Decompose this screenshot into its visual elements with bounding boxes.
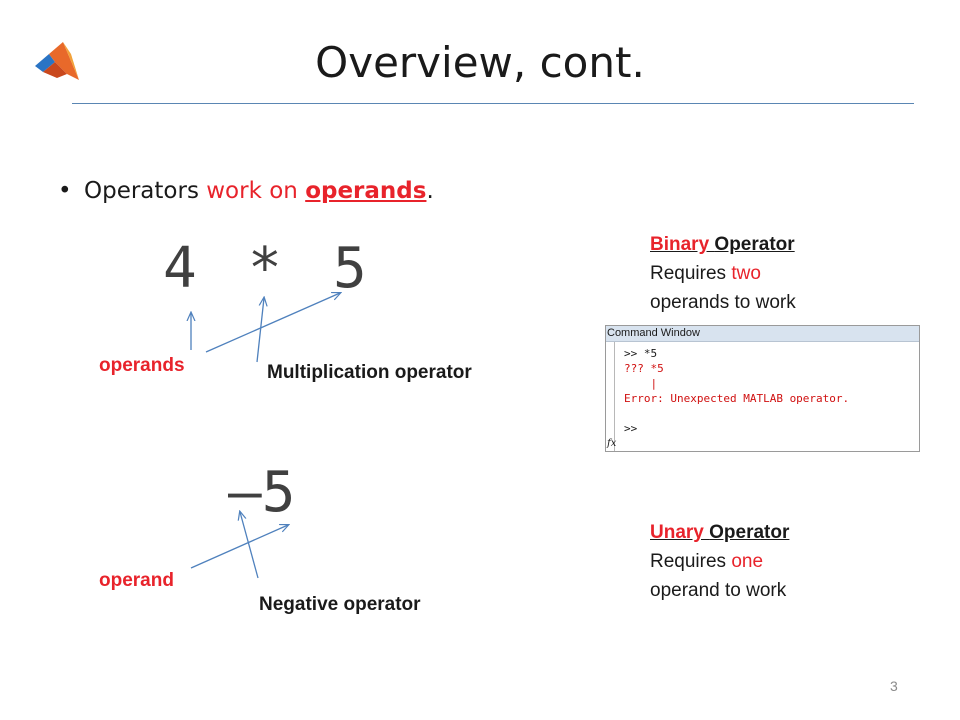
unary-line2-red: one bbox=[731, 551, 764, 572]
bullet-dot: • bbox=[58, 178, 72, 204]
cw-caret-line: | bbox=[624, 377, 658, 390]
unary-heading bbox=[650, 518, 789, 547]
binary-right-operand: 5 bbox=[333, 236, 367, 301]
bullet-suffix: . bbox=[426, 178, 434, 204]
command-window-output bbox=[624, 346, 849, 436]
binary-line2-text: Requires bbox=[650, 263, 732, 284]
bullet-prefix: Operators bbox=[84, 178, 207, 204]
binary-left-operand: 4 bbox=[163, 236, 197, 301]
operands-label: operands bbox=[99, 355, 185, 376]
arrow-to-unary-operand bbox=[191, 525, 288, 568]
fx-icon[interactable]: fx bbox=[607, 438, 617, 449]
bullet-emphasis: operands bbox=[305, 178, 427, 204]
command-window-gutter bbox=[606, 342, 615, 451]
multiplication-operator-label: Multiplication operator bbox=[267, 362, 472, 383]
binary-line2-red: two bbox=[731, 263, 761, 284]
unary-line2-text: Requires bbox=[650, 551, 732, 572]
unary-line3: operand to work bbox=[650, 580, 787, 601]
arrow-to-right-operand bbox=[206, 293, 340, 352]
binary-line2 bbox=[650, 259, 796, 288]
operand-label: operand bbox=[99, 570, 174, 591]
command-window-title: Command Window bbox=[606, 326, 919, 342]
arrow-to-multiply-operator bbox=[257, 298, 264, 362]
negative-operator-label: Negative operator bbox=[259, 594, 421, 615]
slide-title: Overview, cont. bbox=[315, 38, 645, 87]
unary-heading-red: Unary bbox=[650, 522, 710, 543]
cw-prompt[interactable]: >> bbox=[624, 422, 638, 435]
page-number: 3 bbox=[890, 678, 898, 694]
bullet-red-text: work on bbox=[206, 178, 306, 204]
cw-input-line: >> *5 bbox=[624, 347, 658, 360]
cw-error-line: Error: Unexpected MATLAB operator. bbox=[624, 392, 850, 405]
binary-heading bbox=[650, 230, 796, 259]
unary-heading-rest: Operator bbox=[709, 522, 790, 543]
unary-line2 bbox=[650, 547, 789, 576]
binary-operator-description bbox=[650, 230, 796, 317]
unary-expression: –5 bbox=[228, 460, 296, 525]
binary-heading-red: Binary bbox=[650, 234, 715, 255]
binary-line3: operands to work bbox=[650, 292, 796, 313]
unary-operator-description bbox=[650, 518, 789, 605]
command-window bbox=[605, 325, 920, 452]
binary-operator: * bbox=[248, 236, 282, 301]
binary-heading-rest: Operator bbox=[714, 234, 795, 255]
cw-echo-line: ??? *5 bbox=[624, 362, 664, 375]
